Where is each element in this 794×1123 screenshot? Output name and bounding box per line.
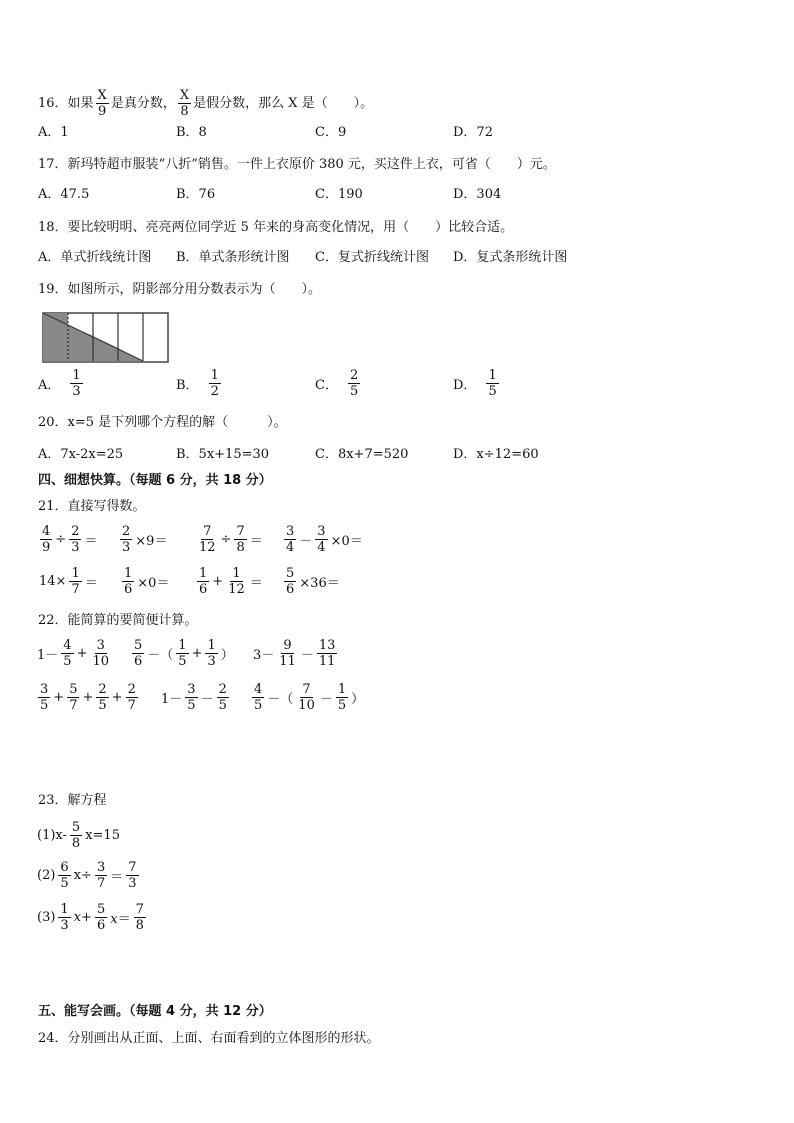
q21-expr-6: $\frac{1}{6}$ ×0＝ <box>124 566 170 597</box>
q18-stem: 18．要比较明明、亮亮两位同学近 5 年来的身高变化情况，用（ ）比较合适。 <box>38 220 514 235</box>
q18-option-a[interactable]: A．单式折线统计图 <box>38 250 152 265</box>
q21-expr-8: $\frac{5}{6}$ ×36＝ <box>286 566 340 597</box>
q20-option-b[interactable]: B．5x+15=30 <box>176 447 270 462</box>
q16-post: 是假分数，那么 X 是（ ）。 <box>193 95 374 111</box>
q21-stem: 21．直接写得数。 <box>38 499 146 514</box>
q22-expr-1: 1－ $\frac{4}{5}$ + $\frac{3}{10}$ <box>37 638 110 669</box>
q16-option-c[interactable]: C．9 <box>315 125 347 140</box>
section-5-heading: 五、能写会画。（每题 4 分，共 12 分） <box>38 1004 272 1019</box>
q17-option-d[interactable]: D．304 <box>453 187 502 202</box>
q23-eq-1: (1)x- $\frac{5}{8}$ x=15 <box>37 820 120 851</box>
q23-stem: 23．解方程 <box>38 793 107 808</box>
q16-frac-b: $\frac{X}{8}$ <box>179 88 190 119</box>
q22-stem: 22．能简算的要简便计算。 <box>38 613 198 628</box>
q23-eq-2: (2) $\frac{6}{5}$ x÷ $\frac{3}{7}$ ＝ $\frac{7}{3}$ <box>37 860 137 891</box>
q21-expr-3: $\frac{7}{12}$ ÷ $\frac{7}{8}$ ＝ <box>199 524 263 555</box>
q16-option-d[interactable]: D．72 <box>453 125 493 140</box>
section-4-heading: 四、细想快算。（每题 6 分，共 18 分） <box>38 473 272 488</box>
q22-expr-2: $\frac{5}{6}$ －（ $\frac{1}{5}$ + $\frac{1}{3}$ ） <box>134 638 234 669</box>
q20-option-a[interactable]: A．7x-2x=25 <box>38 447 124 462</box>
q16-option-a[interactable]: A．1 <box>38 125 69 140</box>
q16-frac-a: $\frac{X}{9}$ <box>97 88 107 119</box>
q22-expr-6: $\frac{4}{5}$ －（ $\frac{7}{10}$ － $\frac{1}{5}$ ） <box>254 682 365 713</box>
q23-eq-3: (3) $\frac{1}{3}$ x+ $\frac{5}{6}$ x＝ $\frac{7}{8}$ <box>37 902 144 933</box>
q18-option-b[interactable]: B．单式条形统计图 <box>176 250 290 265</box>
q22-expr-4: $\frac{3}{5}$ + $\frac{5}{7}$ + $\frac{2}{5}$ + $\frac{2}{7}$ <box>40 682 136 713</box>
q18-option-d[interactable]: D．复式条形统计图 <box>453 250 568 265</box>
q17-option-c[interactable]: C．190 <box>315 187 363 202</box>
q19-option-c[interactable]: C． $\frac{2}{5}$ <box>315 368 359 399</box>
q19-option-d[interactable]: D． $\frac{1}{5}$ <box>453 368 497 399</box>
q21-expr-2: $\frac{2}{3}$ ×9＝ <box>122 524 168 555</box>
q16-stem <box>38 88 373 119</box>
q16-option-b[interactable]: B．8 <box>176 125 207 140</box>
q20-stem: 20．x=5 是下列哪个方程的解（ ）。 <box>38 415 287 430</box>
q18-option-c[interactable]: C．复式折线统计图 <box>315 250 429 265</box>
q16-mid: 是真分数， <box>110 95 176 111</box>
q16-pre: 16．如果 <box>38 95 94 111</box>
q19-option-b[interactable]: B． $\frac{1}{2}$ <box>176 368 219 399</box>
q21-expr-1: $\frac{4}{9}$ ÷ $\frac{2}{3}$ ＝ <box>42 524 98 555</box>
q17-stem: 17．新玛特超市服装“八折”销售。一件上衣原价 380 元，买这件上衣，可省（ ）元。 <box>38 157 556 172</box>
q21-expr-5: 14× $\frac{1}{7}$ ＝ <box>39 566 98 597</box>
q17-option-a[interactable]: A．47.5 <box>38 187 90 202</box>
q17-option-b[interactable]: B．76 <box>176 187 216 202</box>
q19-stem: 19．如图所示，阴影部分用分数表示为（ ）。 <box>38 282 322 297</box>
q24-stem: 24．分别画出从正面、上面、右面看到的立体图形的形状。 <box>38 1031 380 1046</box>
q22-expr-3: 3－ $\frac{9}{11}$ － $\frac{13}{11}$ <box>253 638 336 669</box>
q20-option-c[interactable]: C．8x+7=520 <box>315 447 409 462</box>
q20-option-d[interactable]: D．x÷12=60 <box>453 447 539 462</box>
q22-expr-5: 1－ $\frac{3}{5}$ － $\frac{2}{5}$ <box>161 682 227 713</box>
q19-figure <box>42 312 170 364</box>
q21-expr-7: $\frac{1}{6}$ + $\frac{1}{12}$ ＝ <box>199 566 263 597</box>
q19-option-a[interactable]: A． $\frac{1}{3}$ <box>38 368 81 399</box>
q21-expr-4: $\frac{3}{4}$ － $\frac{3}{4}$ ×0＝ <box>286 524 363 555</box>
